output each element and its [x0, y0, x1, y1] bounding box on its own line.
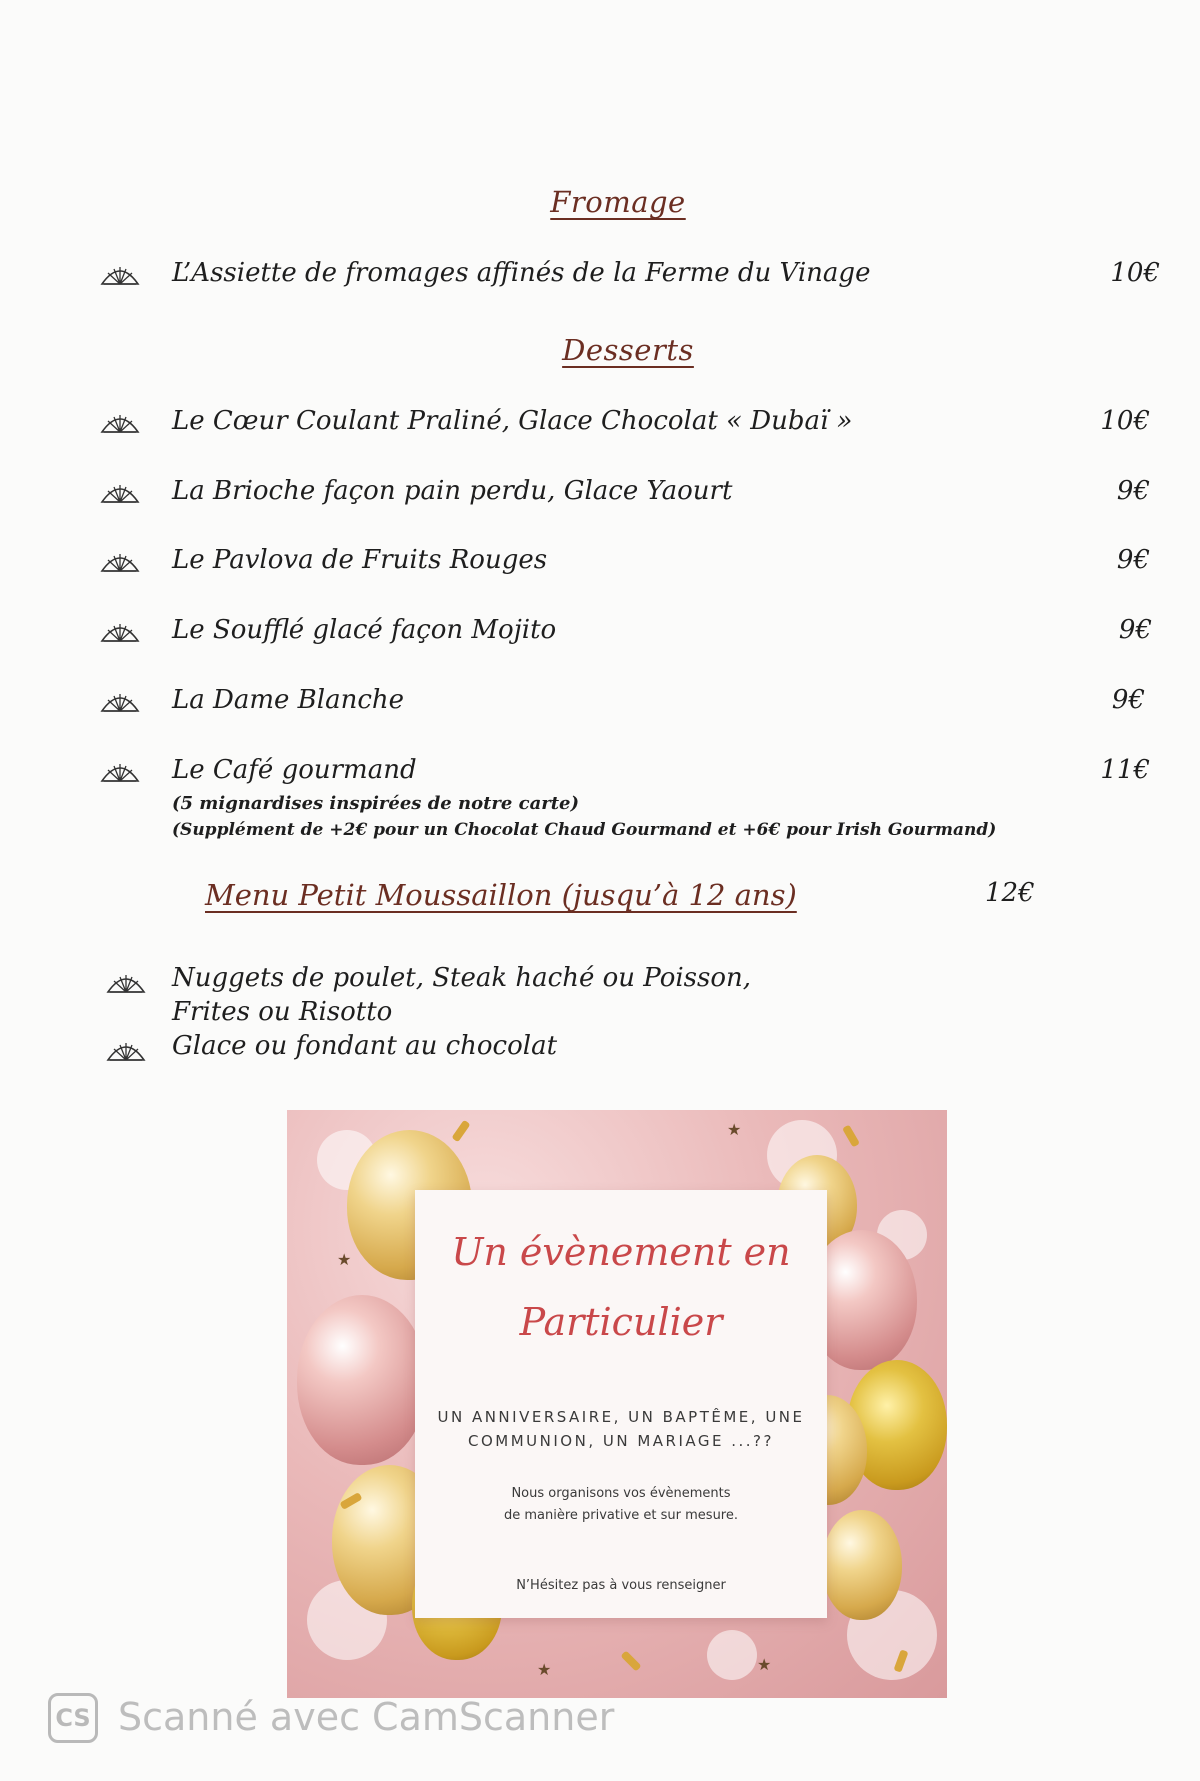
menu-item-fromage	[100, 258, 1160, 298]
menu-item-dessert	[100, 406, 1150, 446]
promo-title-line-2: Particulier	[519, 1300, 723, 1344]
section-title-fromage: Fromage	[550, 185, 686, 219]
item-name: La Dame Blanche	[172, 685, 405, 715]
item-price: 9€	[1111, 685, 1145, 715]
promo-caps-line-1: UN ANNIVERSAIRE, UN BAPTÊME, UNE	[437, 1408, 805, 1426]
item-name: Le Soufflé glacé façon Mojito	[172, 615, 557, 645]
menu-item-dessert	[100, 615, 1152, 655]
scanner-watermark	[48, 1693, 748, 1743]
fan-shell-icon	[106, 972, 146, 994]
item-price: 9€	[1118, 615, 1152, 645]
menu-item-dessert	[100, 545, 1150, 585]
section-title-desserts: Desserts	[562, 333, 694, 367]
watermark-text: Scanné avec CamScanner	[118, 1695, 615, 1739]
fan-shell-icon	[100, 412, 140, 434]
item-name: Le Cœur Coulant Praliné, Glace Chocolat « Dubaï »	[172, 406, 853, 436]
event-panel	[415, 1190, 827, 1618]
item-price: 11€	[1100, 755, 1150, 785]
promo-body-line-2: de manière privative et sur mesure.	[503, 1508, 739, 1523]
promo-title-line-1: Un évènement en	[451, 1230, 791, 1274]
item-price: 10€	[1110, 258, 1160, 288]
kids-menu-line-3: Glace ou fondant au chocolat	[172, 1031, 558, 1061]
promo-body-line-1: Nous organisons vos évènements	[511, 1486, 731, 1501]
fan-shell-icon	[100, 551, 140, 573]
item-price: 10€	[1100, 406, 1150, 436]
kids-menu-title: Menu Petit Moussaillon (jusqu’à 12 ans)	[205, 878, 797, 912]
fan-shell-icon	[100, 761, 140, 783]
item-name: L’Assiette de fromages affinés de la Ferme du Vinage	[172, 258, 871, 288]
item-name: La Brioche façon pain perdu, Glace Yaourt	[172, 476, 733, 506]
kids-menu-line-2: Frites ou Risotto	[172, 997, 393, 1027]
balloon-decoration	[297, 1295, 427, 1465]
promo-caps-line-2: COMMUNION, UN MARIAGE ...??	[468, 1432, 774, 1450]
kids-menu-line-1: Nuggets de poulet, Steak haché ou Poisson,	[172, 963, 752, 993]
fan-shell-icon	[100, 621, 140, 643]
fan-shell-icon	[106, 1040, 146, 1062]
item-price: 9€	[1116, 476, 1150, 506]
fan-shell-icon	[100, 264, 140, 286]
item-price: 9€	[1116, 545, 1150, 575]
fan-shell-icon	[100, 482, 140, 504]
menu-item-dessert	[100, 476, 1150, 516]
item-name: Le Café gourmand	[172, 755, 417, 785]
item-name: Le Pavlova de Fruits Rouges	[172, 545, 548, 575]
cafe-note-2: (Supplément de +2€ pour un Chocolat Chaud Gourmand et +6€ pour Irish Gourmand)	[172, 820, 997, 840]
fan-shell-icon	[100, 691, 140, 713]
balloon-decoration	[822, 1510, 902, 1620]
menu-item-dessert	[100, 755, 1150, 795]
event-promo-card: ★ ★ ★ ★ Un évènement en Particulier UN ANNIVERSAIRE, UN BAPTÊME, UNE COMMUNION, UN MARIAGE ...?? Nous organisons vos évènements de manière privative et sur mesure. N’Hésitez pas à vous renseigner	[287, 1110, 947, 1698]
menu-item-dessert	[100, 685, 1145, 725]
camscanner-logo: CS	[48, 1693, 98, 1743]
kids-menu-price: 12€	[985, 878, 1035, 908]
promo-cta: N’Hésitez pas à vous renseigner	[516, 1578, 726, 1593]
cafe-note-1: (5 mignardises inspirées de notre carte)	[172, 793, 579, 814]
